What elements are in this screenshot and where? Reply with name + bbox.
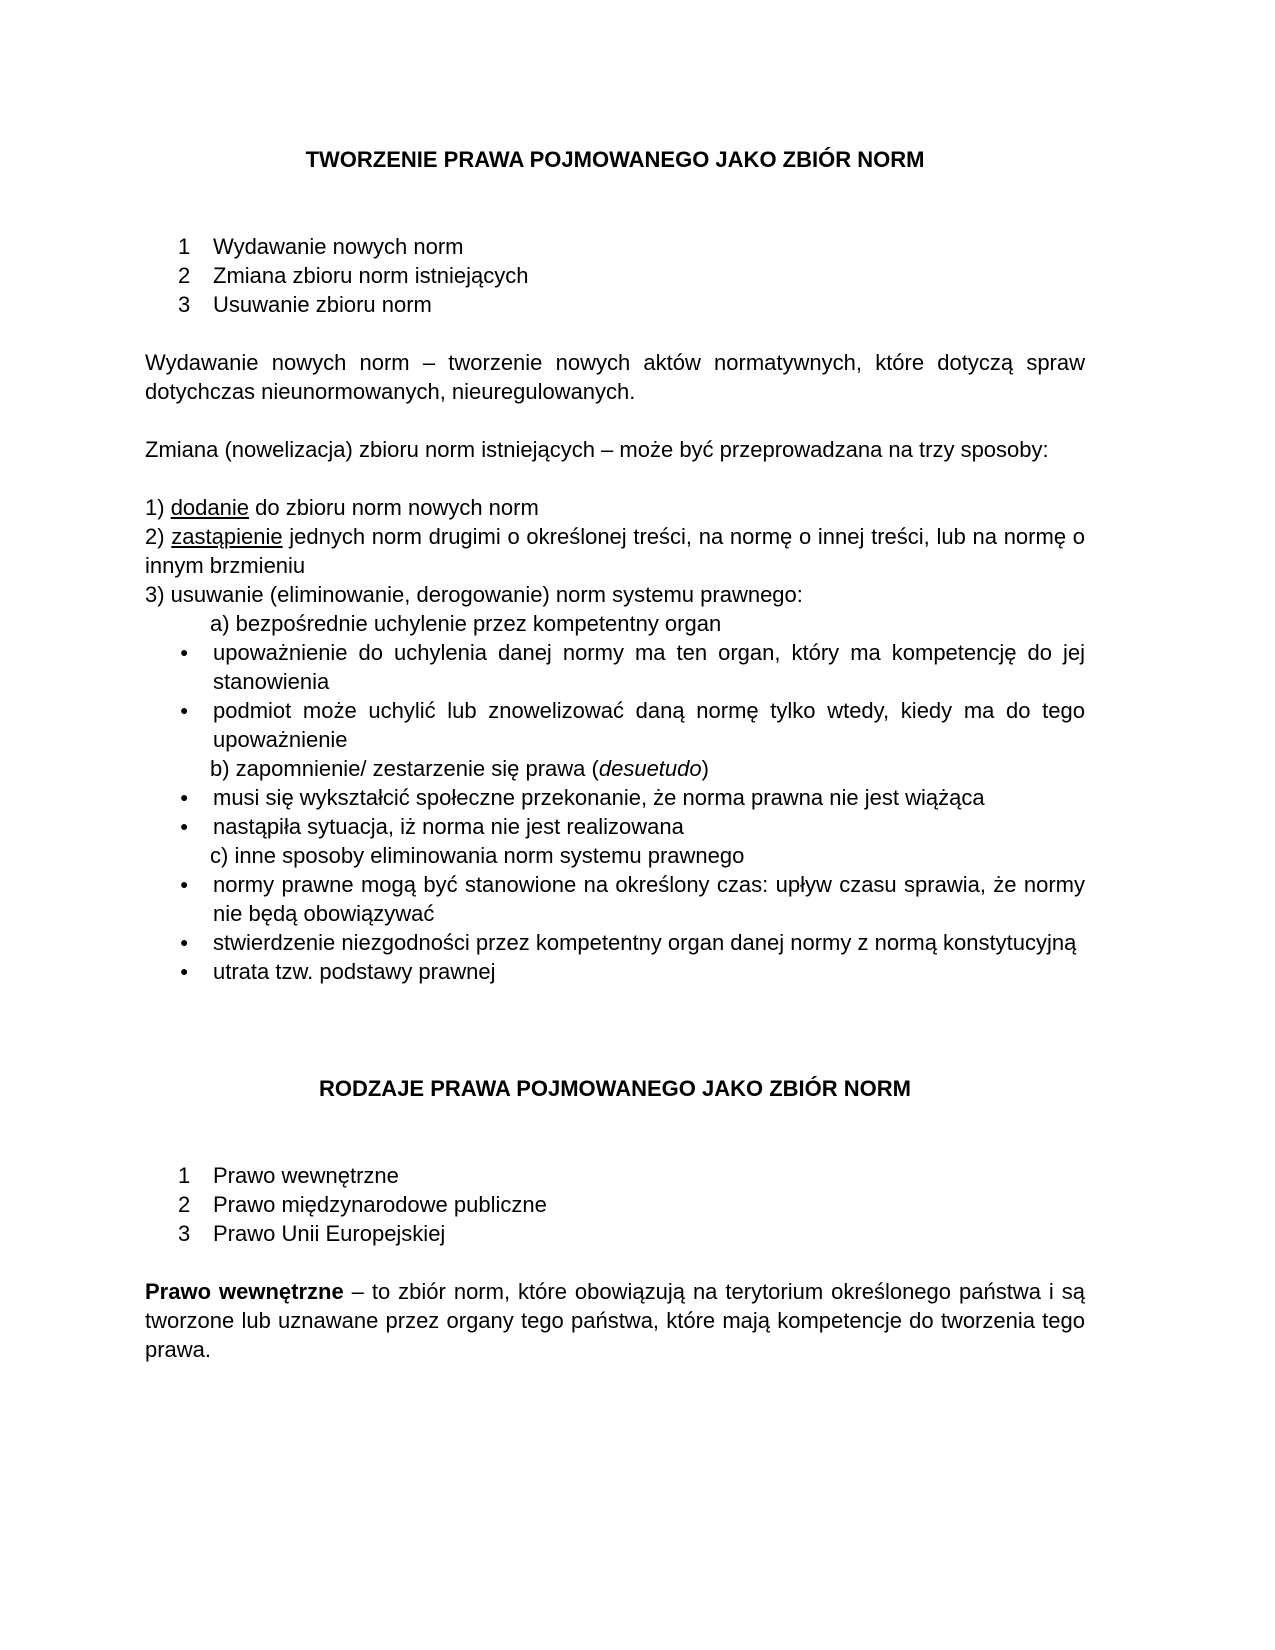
- letter-b-pre: b) zapomnienie/ zestarzenie się prawa (: [210, 756, 599, 781]
- item-text: Prawo wewnętrzne: [213, 1163, 399, 1188]
- item-number: 1: [178, 1163, 191, 1188]
- way-rest: jednych norm drugimi o określonej treści, na normę o innej treści, lub na normę o innym brzmieniu: [145, 524, 1085, 578]
- way-item-2: [145, 522, 1085, 580]
- list-item: [145, 261, 1085, 290]
- paragraph-prawo-wewnetrzne: [145, 1277, 1085, 1364]
- italic-term: desuetudo: [598, 756, 702, 781]
- letter-item-b: [145, 754, 1085, 783]
- item-text: Prawo Unii Europejskiej: [213, 1221, 446, 1246]
- item-text: Wydawanie nowych norm: [213, 234, 464, 259]
- item-number: 2: [178, 1192, 191, 1217]
- section1-numbered-list: [145, 232, 1085, 319]
- underlined-term: zastąpienie: [171, 524, 283, 549]
- list-item: [145, 1190, 1085, 1219]
- bullet-icon: ●: [180, 702, 189, 718]
- list-item: [145, 870, 1085, 928]
- letter-item-a: a) bezpośrednie uchylenie przez kompetentny organ: [210, 611, 722, 636]
- way-rest: do zbioru norm nowych norm: [249, 495, 539, 520]
- bullet-icon: ●: [180, 934, 189, 950]
- list-item: [145, 290, 1085, 319]
- bullet-icon: ●: [180, 963, 189, 979]
- paragraph-zmiana: Zmiana (nowelizacja) zbioru norm istniejących – może być przeprowadzana na trzy sposoby:: [145, 437, 1049, 462]
- list-item: [145, 638, 1085, 696]
- section1-title: TWORZENIE PRAWA POJMOWANEGO JAKO ZBIÓR NORM: [305, 147, 925, 172]
- bullet-icon: ●: [180, 818, 189, 834]
- item-text: Usuwanie zbioru norm: [213, 292, 432, 317]
- bullet-icon: ●: [180, 876, 189, 892]
- item-text: Zmiana zbioru norm istniejących: [213, 263, 529, 288]
- way-item-1: [145, 493, 1085, 522]
- list-item: [145, 232, 1085, 261]
- section2-numbered-list: [145, 1161, 1085, 1248]
- item-number: 2: [178, 263, 191, 288]
- bullet-text: utrata tzw. podstawy prawnej: [213, 959, 496, 984]
- ways-block: [145, 493, 1085, 986]
- bullet-text: podmiot może uchylić lub znowelizować daną normę tylko wtedy, kiedy ma do tego upoważnienie: [213, 698, 1085, 752]
- bullet-text: musi się wykształcić społeczne przekonanie, że norma prawna nie jest wiążąca: [213, 785, 985, 810]
- paragraph-wydawanie: Wydawanie nowych norm – tworzenie nowych aktów normatywnych, które dotyczą spraw dotychczas nieunormowanych, nieuregulowanych.: [145, 350, 1085, 404]
- list-item: [145, 928, 1085, 957]
- way-prefix: 1): [145, 495, 171, 520]
- list-item: [145, 696, 1085, 754]
- bullet-text: nastąpiła sytuacja, iż norma nie jest realizowana: [213, 814, 684, 839]
- list-item: [145, 1219, 1085, 1248]
- bullet-text: upoważnienie do uchylenia danej normy ma ten organ, który ma kompetencję do jej stanowienia: [213, 640, 1085, 694]
- item-number: 3: [178, 292, 191, 317]
- underlined-term: dodanie: [170, 495, 249, 520]
- way-prefix: 2): [145, 524, 172, 549]
- bullet-text: stwierdzenie niezgodności przez kompetentny organ danej normy z normą konstytucyjną: [213, 930, 1077, 955]
- section2-title: RODZAJE PRAWA POJMOWANEGO JAKO ZBIÓR NORM: [318, 1076, 911, 1101]
- item-text: Prawo międzynarodowe publiczne: [213, 1192, 547, 1217]
- bullet-icon: ●: [180, 789, 189, 805]
- paragraph-rest: – to zbiór norm, które obowiązują na terytorium określonego państwa i są tworzone lub uznawane przez organy tego państwa, które mają kompetencje do tworzenia tego prawa.: [145, 1279, 1085, 1362]
- list-item: [145, 1161, 1085, 1190]
- bullet-icon: ●: [180, 644, 189, 660]
- bold-term: Prawo wewnętrzne: [145, 1279, 344, 1304]
- way-item-3: 3) usuwanie (eliminowanie, derogowanie) norm systemu prawnego:: [145, 582, 803, 607]
- list-item: [145, 957, 1085, 986]
- list-item: [145, 783, 1085, 812]
- bullet-text: normy prawne mogą być stanowione na określony czas: upływ czasu sprawia, że normy nie będą obowiązywać: [213, 872, 1085, 926]
- item-number: 1: [178, 234, 191, 259]
- letter-b-post: ): [701, 756, 709, 781]
- item-number: 3: [178, 1221, 191, 1246]
- letter-item-c: c) inne sposoby eliminowania norm systemu prawnego: [210, 843, 745, 868]
- list-item: [145, 812, 1085, 841]
